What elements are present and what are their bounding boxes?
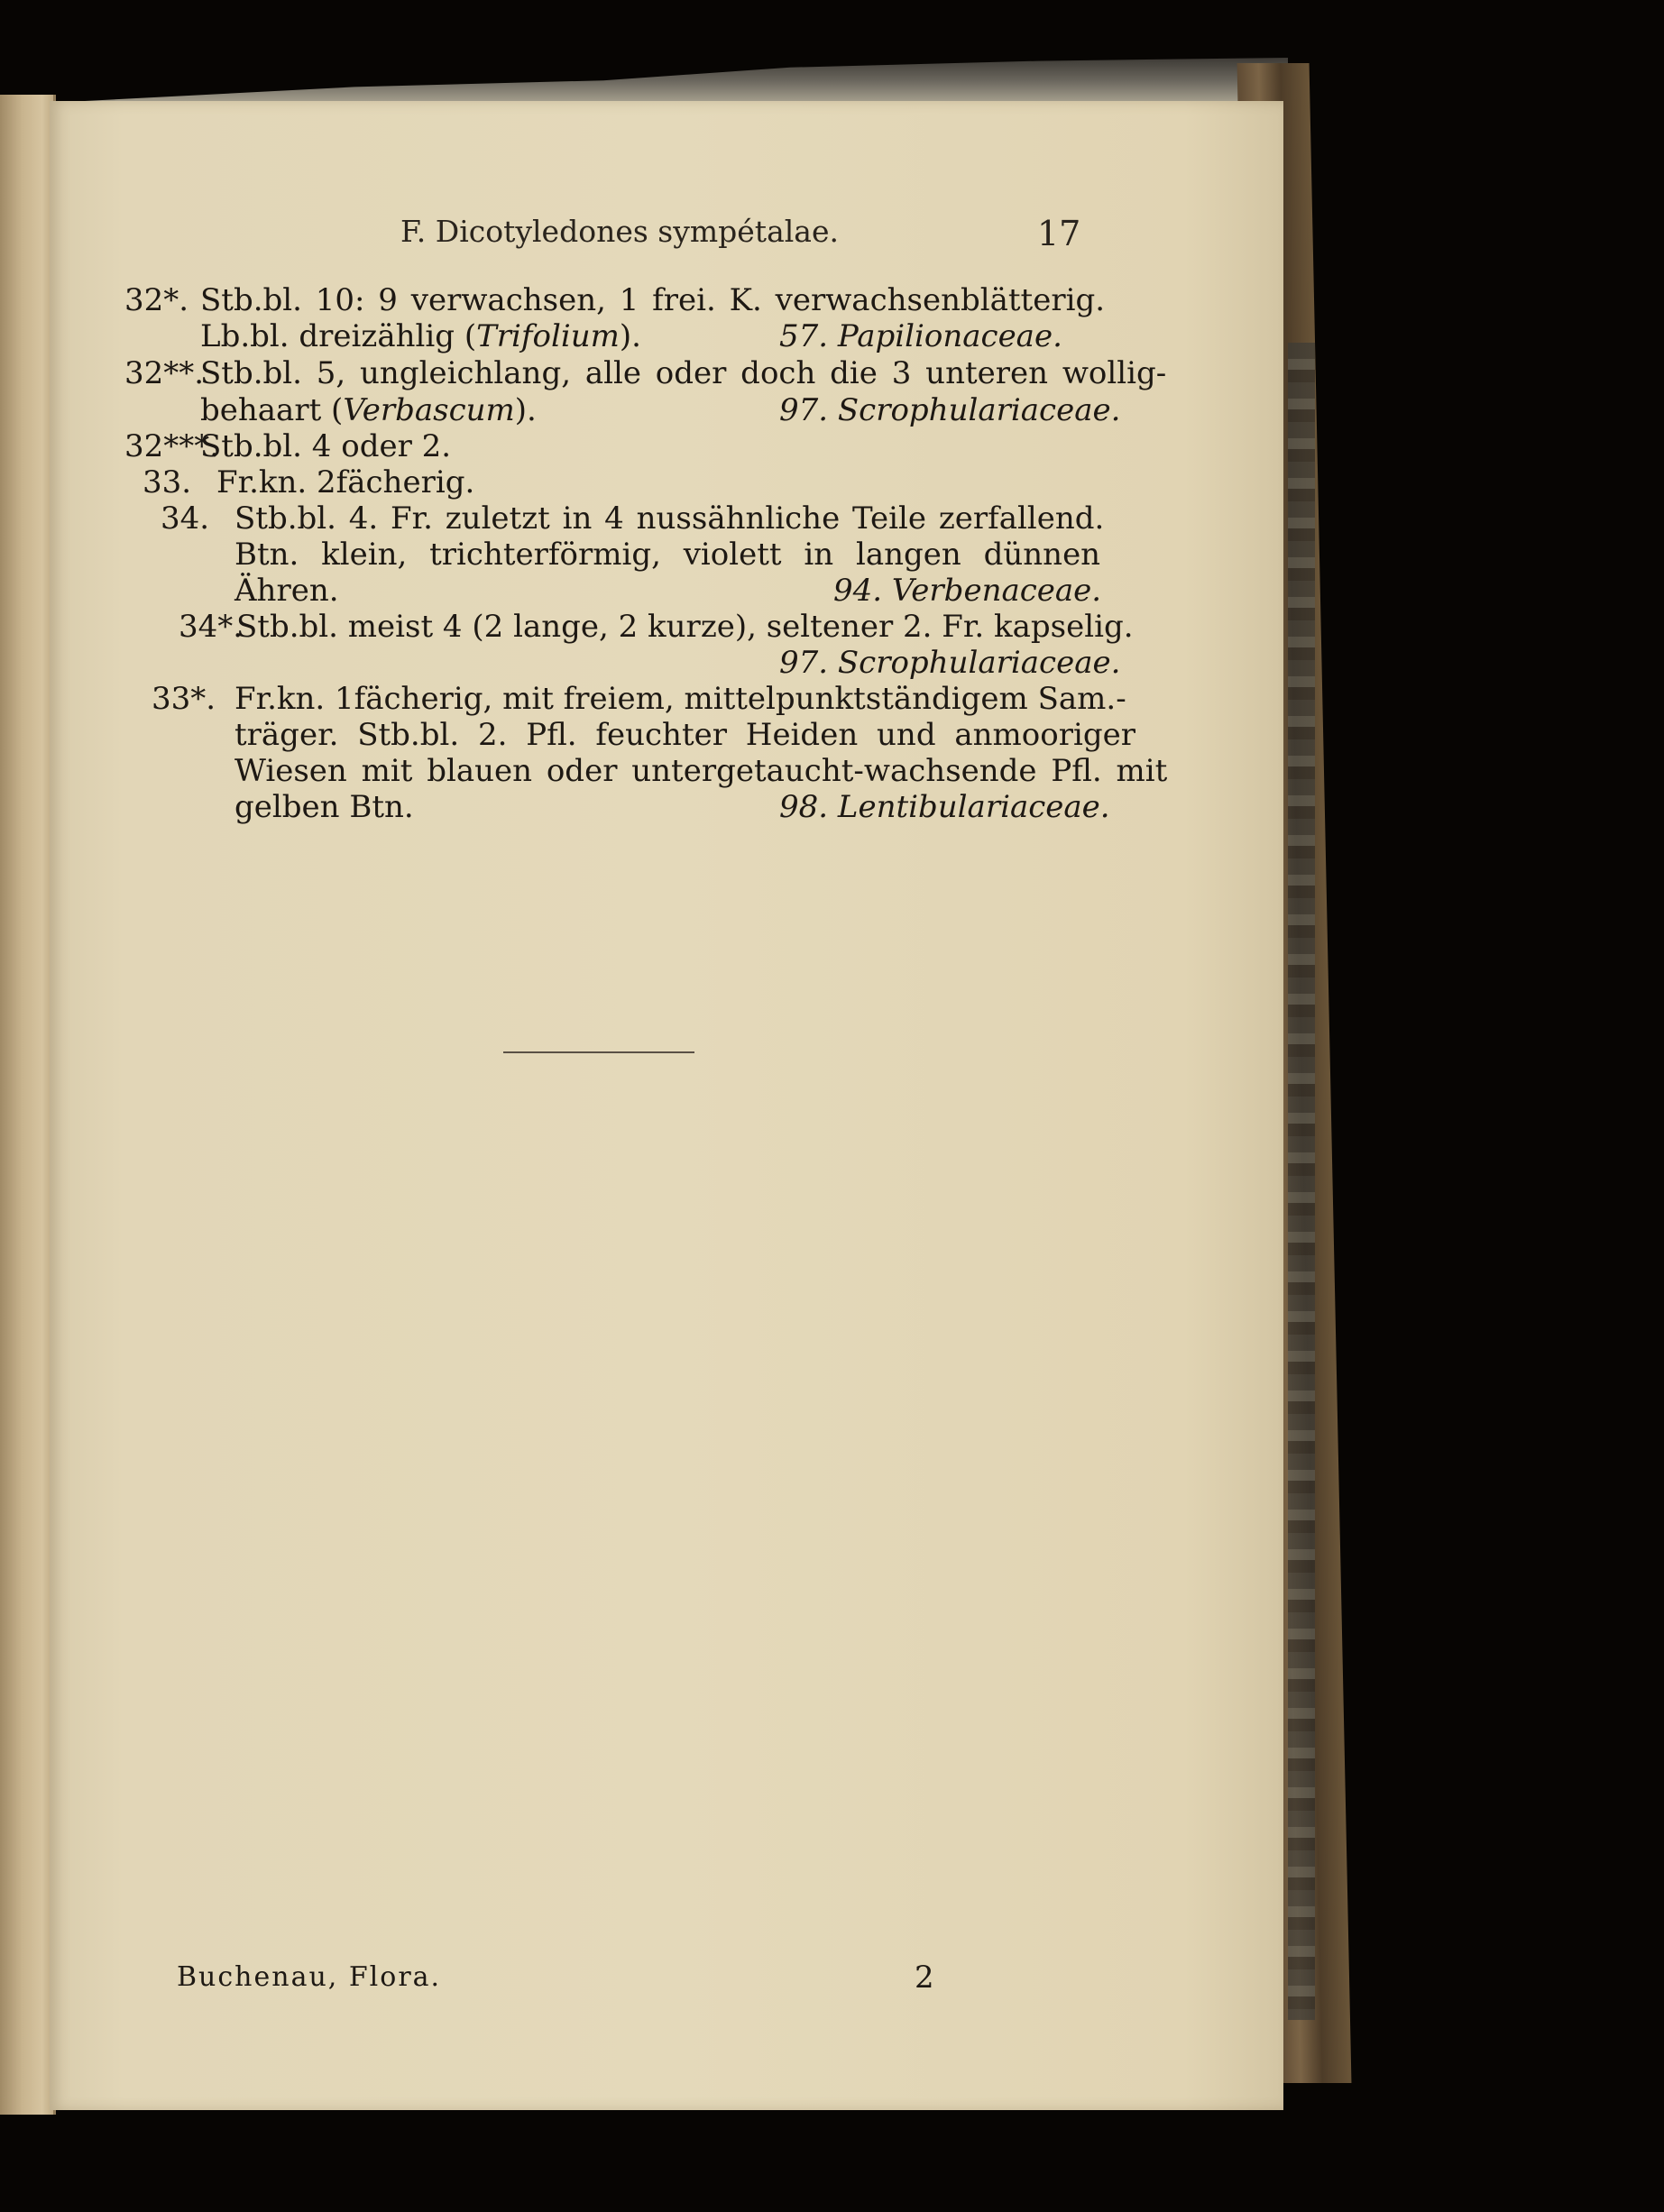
entry-text: Ähren.	[234, 573, 339, 609]
left-page-edge	[0, 95, 56, 2115]
entry-text: Fr.kn. 2fächerig.	[216, 464, 475, 500]
cover-texture	[1288, 343, 1315, 2020]
entry-text: behaart (Verbascum).	[200, 392, 537, 428]
entry-text: träger. Stb.bl. 2. Pfl. feuchter Heiden und anmooriger	[234, 717, 1136, 753]
entry-text: Stb.bl. 4 oder 2.	[200, 428, 452, 464]
family-name: 97. Scrophulariaceae.	[779, 645, 1121, 681]
entry-number: 32*.	[124, 282, 189, 318]
entry-text: Fr.kn. 1fächerig, mit freiem, mittelpunktständigem Sam.-	[234, 681, 1126, 717]
entry-number: 33.	[142, 464, 192, 500]
entry-text: Wiesen mit blauen oder untergetaucht-wachsende Pfl. mit	[234, 753, 1168, 789]
entry-number: 33*.	[152, 681, 216, 717]
entry-number: 34.	[161, 500, 210, 537]
entry-number: 32***.	[124, 428, 220, 464]
running-title: F. Dicotyledones sympétalae.	[400, 214, 839, 249]
family-name: 94. Verbenaceae.	[833, 573, 1102, 609]
entry-text: Btn. klein, trichterförmig, violett in langen dünnen	[234, 537, 1101, 573]
entry-text: Lb.bl. dreizählig (Trifolium).	[200, 318, 641, 354]
entry-number: 32**.	[124, 355, 205, 391]
entry-text: Stb.bl. meist 4 (2 lange, 2 kurze), seltener 2. Fr. kapselig.	[236, 609, 1134, 645]
entry-text: Stb.bl. 4. Fr. zuletzt in 4 nussähnliche Teile zerfallend.	[234, 500, 1105, 537]
sheet-number: 2	[915, 1960, 934, 1996]
entry-number: 34*.	[179, 609, 244, 645]
family-name: 98. Lentibulariaceae.	[779, 789, 1110, 825]
page-number: 17	[1037, 214, 1081, 253]
section-end-rule	[503, 1051, 694, 1053]
entry-text: gelben Btn.	[234, 789, 414, 825]
family-name: 57. Papilionaceae.	[779, 318, 1062, 354]
entry-text: Stb.bl. 10: 9 verwachsen, 1 frei. K. verwachsenblätterig.	[200, 282, 1106, 318]
family-name: 97. Scrophulariaceae.	[779, 392, 1121, 428]
entry-text: Stb.bl. 5, ungleichlang, alle oder doch die 3 unteren wollig-	[200, 355, 1167, 391]
signature-line: Buchenau, Flora.	[177, 1961, 442, 1993]
